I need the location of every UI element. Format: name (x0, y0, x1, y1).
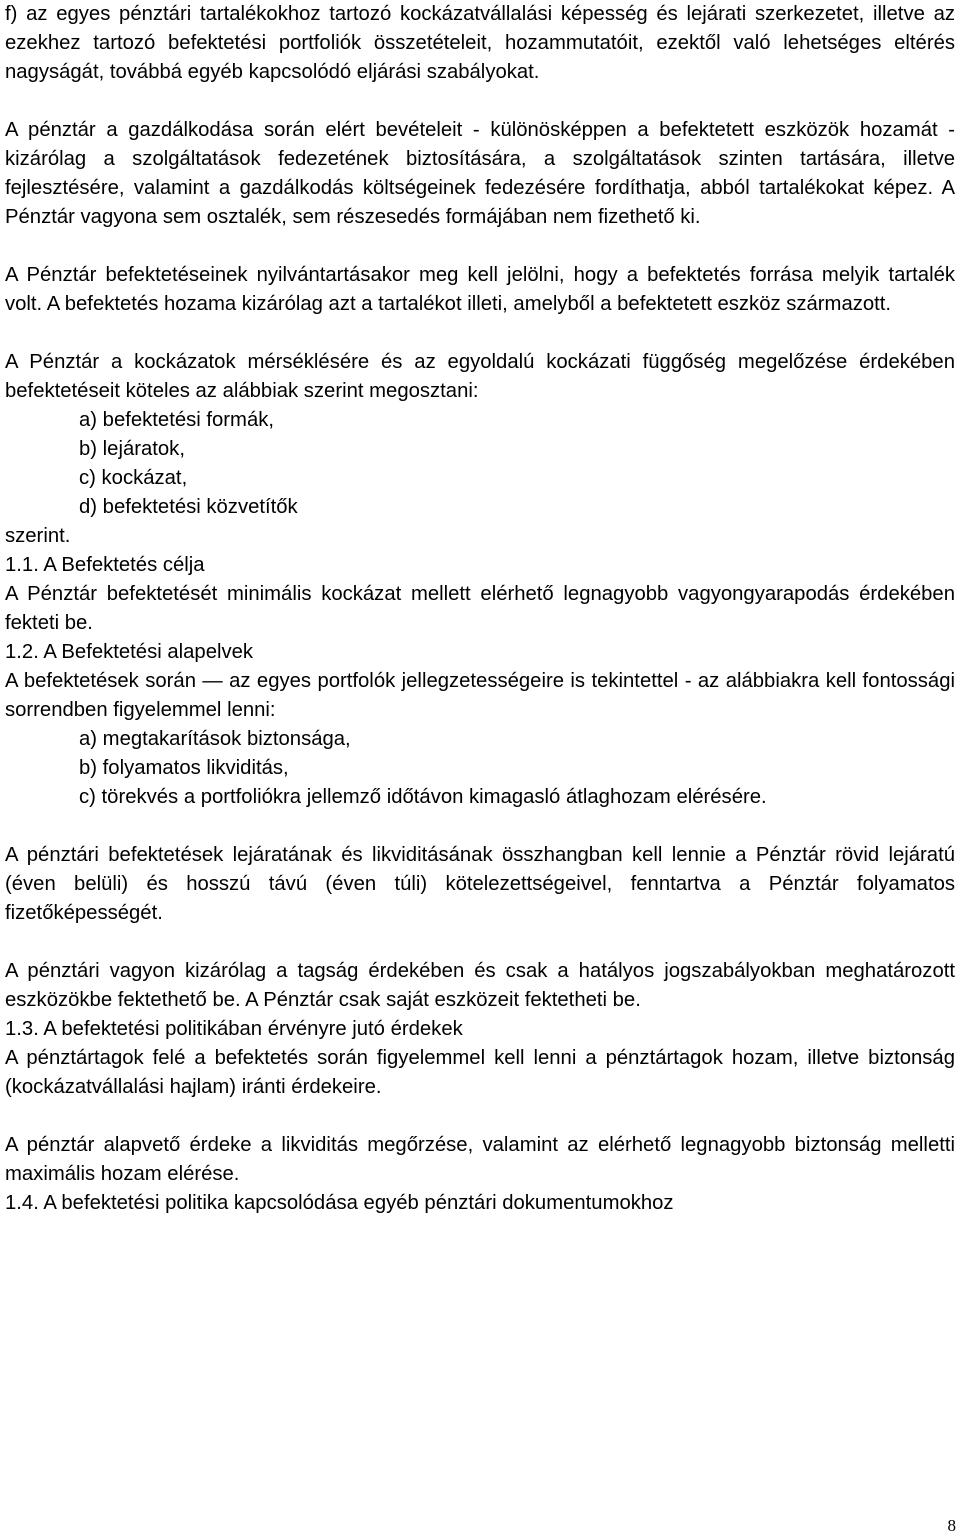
principles-list (5, 725, 955, 812)
section-heading-1-4: 1.4. A befektetési politika kapcsolódása egyéb pénztári dokumentumokhoz (5, 1192, 674, 1214)
paragraph-fund-assets: A pénztári vagyon kizárólag a tagság érdekében és csak a hatályos jogszabályokban meghatározott eszközökbe fektethető be. A Pénztár csak saját eszközeit fektetheti be. (5, 960, 955, 1011)
section-heading-1-2: 1.2. A Befektetési alapelvek (5, 641, 254, 663)
list-item: c) kockázat, (79, 467, 188, 489)
page-number: 8 (947, 1516, 956, 1535)
section-text-1-3: A pénztártagok felé a befektetés során figyelemmel kell lenni a pénztártagok hozam, illetve biztonság (kockázatvállalási hajlam) iránti érdekeire. (5, 1047, 955, 1098)
section-heading-1-1: 1.1. A Befektetés célja (5, 554, 205, 576)
paragraph-revenue-use: A pénztár a gazdálkodása során elért bevételeit - különösképpen a befektetett eszközök hozamát - kizárólag a szolgáltatások fedezetének biztosítására, a szolgáltatások szinten tartására, illetve fejlesztésére, valamint a gazdálkodás költségeinek fedezésére fordíthatja, abból tartalékokat képez. A Pénztár vagyona sem osztalék, sem részesedés formájában nem fizethető ki. (5, 119, 955, 228)
paragraph-basic-interest: A pénztár alapvető érdeke a likviditás megőrzése, valamint az elérhető legnagyobb biztonság melletti maximális hozam elérése. (5, 1134, 955, 1185)
paragraph-investment-records: A Pénztár befektetéseinek nyilvántartásakor meg kell jelölni, hogy a befektetés forrása melyik tartalék volt. A befektetés hozama kizárólag azt a tartalékot illeti, amelyből a befektetett eszköz származott. (5, 264, 955, 315)
list-item: a) befektetési formák, (79, 409, 275, 431)
list-item: c) törekvés a portfoliókra jellemző időtávon kimagasló átlaghozam elérésére. (79, 786, 767, 808)
paragraph-maturity-liquidity: A pénztári befektetések lejáratának és likviditásának összhangban kell lennie a Pénztár rövid lejáratú (éven belüli) és hosszú távú (éven túli) kötelezettségeivel, fenntartva a Pénztár folyamatos fizetőképességét. (5, 844, 955, 924)
list-item: b) lejáratok, (79, 438, 185, 460)
paragraph-list-end: szerint. (5, 525, 71, 547)
list-item: d) befektetési közvetítők (79, 496, 298, 518)
section-text-1-2: A befektetések során — az egyes portfolók jellegzetességeire is tekintettel - az alábbiakra kell fontossági sorrendben figyelemmel lenni: (5, 670, 955, 721)
list-item: b) folyamatos likviditás, (79, 757, 289, 779)
document-page (5, 0, 955, 1218)
paragraph-risk-diversification: A Pénztár a kockázatok mérséklésére és az egyoldalú kockázati függőség megelőzése érdekében befektetéseit köteles az alábbiak szerint megosztani: (5, 351, 955, 402)
paragraph-f-item: f) az egyes pénztári tartalékokhoz tartozó kockázatvállalási képesség és lejárati szerkezetet, illetve az ezekhez tartozó befektetési portfoliók összetételeit, hozammutatóit, ezektől való lehetséges eltérés nagyságát, továbbá egyéb kapcsolódó eljárási szabályokat. (5, 3, 955, 83)
diversification-list (5, 406, 955, 522)
section-heading-1-3: 1.3. A befektetési politikában érvényre jutó érdekek (5, 1018, 463, 1040)
list-item: a) megtakarítások biztonsága, (79, 728, 351, 750)
section-text-1-1: A Pénztár befektetését minimális kockázat mellett elérhető legnagyobb vagyongyarapodás érdekében fekteti be. (5, 583, 955, 634)
